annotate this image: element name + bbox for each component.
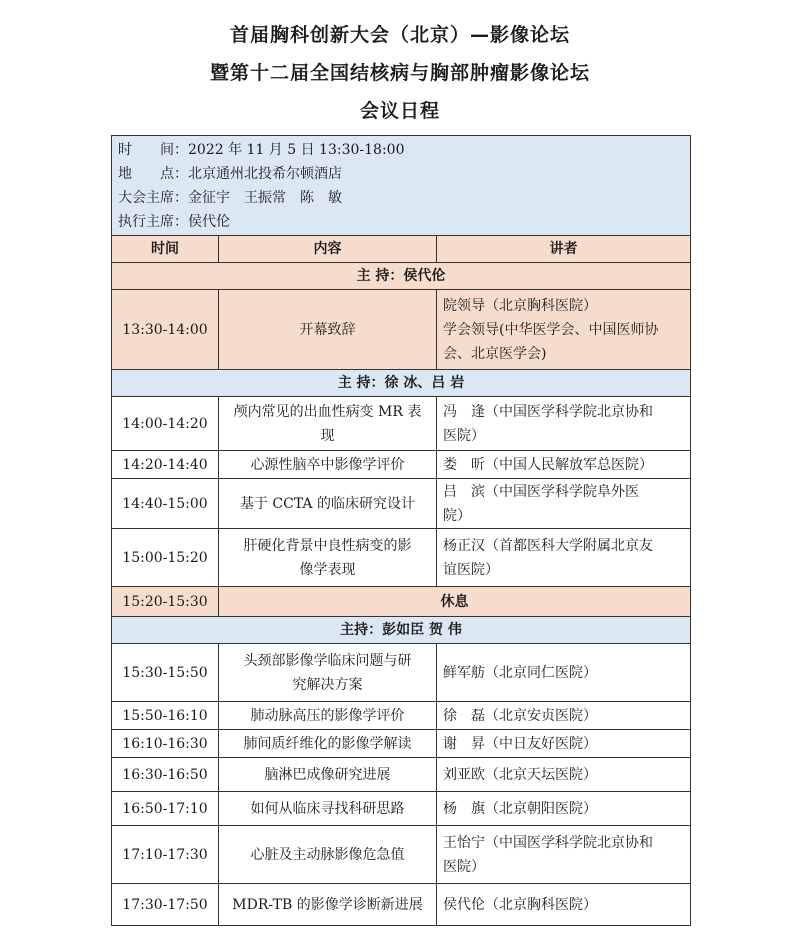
talk-speaker: [437, 884, 691, 926]
info-cell: [112, 136, 691, 236]
agenda-title: 会议日程: [359, 100, 440, 122]
talk-speaker: [437, 792, 691, 826]
table-row: [112, 702, 691, 730]
talk-time: 14:20-14:40: [112, 451, 219, 479]
talk-time: 17:30-17:50: [112, 884, 219, 926]
talk-topic-line: 现: [320, 427, 335, 444]
talk-topic: [219, 730, 437, 758]
opening-time: 13:30-14:00: [112, 290, 219, 370]
info-chair: 大会主席：金征宇 王振常 陈 敏: [118, 189, 342, 206]
talk-topic-line: 脑淋巴成像研究进展: [264, 766, 391, 783]
opening-speaker-line: 会、北京医学会): [443, 345, 547, 362]
table-row: [112, 758, 691, 792]
talk-topic-line: 颅内常见的出血性病变 MR 表: [233, 403, 422, 420]
info-time: 时 间：2022 年 11 月 5 日 13:30-18:00: [118, 141, 405, 158]
talk-time: 17:10-17:30: [112, 826, 219, 884]
talk-topic: [219, 884, 437, 926]
talk-topic: [219, 451, 437, 479]
talk-time: 16:10-16:30: [112, 730, 219, 758]
header-speaker: 讲者: [437, 236, 691, 263]
header-time: 时间: [112, 236, 219, 263]
talk-speaker-line: 王怡宁（中国医学科学院北京协和: [443, 834, 653, 851]
talk-topic: [219, 479, 437, 529]
talk-topic: [219, 397, 437, 451]
talk-speaker-line: 院）: [443, 507, 471, 524]
table-row: [112, 826, 691, 884]
talk-speaker: [437, 826, 691, 884]
table-row: [112, 479, 691, 529]
info-row: [112, 136, 691, 236]
talk-time: 16:50-17:10: [112, 792, 219, 826]
host-row-1: [112, 263, 691, 290]
talk-topic-line: 肺动脉高压的影像学评价: [250, 707, 405, 724]
host-row-2: [112, 370, 691, 397]
talk-speaker-line: 鲜军舫（北京同仁医院）: [443, 664, 597, 681]
talk-topic: [219, 792, 437, 826]
talk-speaker-line: 医院）: [443, 427, 485, 444]
main-title: 首届胸科创新大会（北京）—影像论坛: [229, 24, 570, 46]
talk-topic-line: 基于 CCTA 的临床研究设计: [239, 495, 415, 512]
talk-speaker-line: 娄 昕（中国人民解放军总医院）: [443, 456, 653, 473]
table-row: [112, 451, 691, 479]
talk-speaker: [437, 644, 691, 702]
talk-topic: [219, 529, 437, 587]
talk-speaker: [437, 397, 691, 451]
talk-topic-line: MDR-TB 的影像学诊断新进展: [232, 896, 423, 913]
talk-topic-line: 如何从临床寻找科研思路: [250, 800, 405, 817]
talk-speaker: [437, 730, 691, 758]
talk-speaker-line: 刘亚欧（北京天坛医院）: [443, 766, 597, 783]
talk-time: 14:00-14:20: [112, 397, 219, 451]
table-row: [112, 529, 691, 587]
talk-speaker-line: 谢 昇（中日友好医院）: [443, 735, 597, 752]
talk-time: 16:30-16:50: [112, 758, 219, 792]
talk-speaker-line: 侯代伦（北京胸科医院）: [443, 896, 597, 913]
host-row-3: [112, 617, 691, 644]
table-row: [112, 792, 691, 826]
table-row: [112, 730, 691, 758]
table-row: [112, 644, 691, 702]
document-titles: [0, 0, 800, 130]
talk-speaker-line: 谊医院）: [443, 561, 499, 578]
talk-topic-line: 心源性脑卒中影像学评价: [250, 456, 405, 473]
talk-topic: [219, 702, 437, 730]
header-row: [112, 236, 691, 263]
info-exec-chair: 执行主席：侯代伦: [118, 213, 230, 230]
talk-speaker-line: 杨正汉（首都医科大学附属北京友: [443, 537, 653, 554]
host-label-3: 主持：彭如臣 贺 伟: [112, 617, 691, 644]
talk-speaker: [437, 479, 691, 529]
talk-speaker: [437, 702, 691, 730]
talk-speaker-line: 冯 逢（中国医学科学院北京协和: [443, 403, 653, 420]
opening-topic: 开幕致辞: [219, 290, 437, 370]
opening-speaker-line: 学会领导(中华医学会、中国医师协: [443, 321, 659, 338]
opening-speaker: [437, 290, 691, 370]
talk-speaker-line: 吕 滨（中国医学科学院阜外医: [443, 483, 639, 500]
talk-topic-line: 究解决方案: [292, 676, 363, 693]
talk-topic-line: 头颈部影像学临床问题与研: [243, 652, 412, 669]
host-label-2: 主 持：徐 冰、吕 岩: [112, 370, 691, 397]
talk-speaker-line: 医院）: [443, 858, 485, 875]
talk-topic-line: 肝硬化背景中良性病变的影: [243, 537, 412, 554]
break-row: [112, 587, 691, 617]
talk-time: 14:40-15:00: [112, 479, 219, 529]
break-label: 休息: [219, 587, 691, 617]
talk-time: 15:00-15:20: [112, 529, 219, 587]
schedule-table: [111, 135, 691, 926]
table-row: [112, 397, 691, 451]
talk-topic: [219, 758, 437, 792]
talk-speaker-line: 杨 旗（北京朝阳医院）: [443, 800, 597, 817]
opening-speaker-line: 院领导（北京胸科医院）: [443, 297, 597, 314]
break-time: 15:20-15:30: [112, 587, 219, 617]
sub-title: 暨第十二届全国结核病与胸部肿瘤影像论坛: [209, 62, 590, 84]
talk-speaker: [437, 529, 691, 587]
header-content: 内容: [219, 236, 437, 263]
talk-time: 15:30-15:50: [112, 644, 219, 702]
talk-topic-line: 像学表现: [299, 561, 356, 578]
talk-speaker-line: 徐 磊（北京安贞医院）: [443, 707, 597, 724]
talk-speaker: [437, 451, 691, 479]
talk-time: 15:50-16:10: [112, 702, 219, 730]
talk-speaker: [437, 758, 691, 792]
host-label-1: 主 持：侯代伦: [112, 263, 691, 290]
talk-topic: [219, 826, 437, 884]
talk-topic-line: 肺间质纤维化的影像学解读: [243, 735, 412, 752]
talk-topic-line: 心脏及主动脉影像危急值: [250, 846, 405, 863]
talk-topic: [219, 644, 437, 702]
opening-row: [112, 290, 691, 370]
table-row: [112, 884, 691, 926]
info-place: 地 点：北京通州北投希尔顿酒店: [118, 165, 342, 182]
